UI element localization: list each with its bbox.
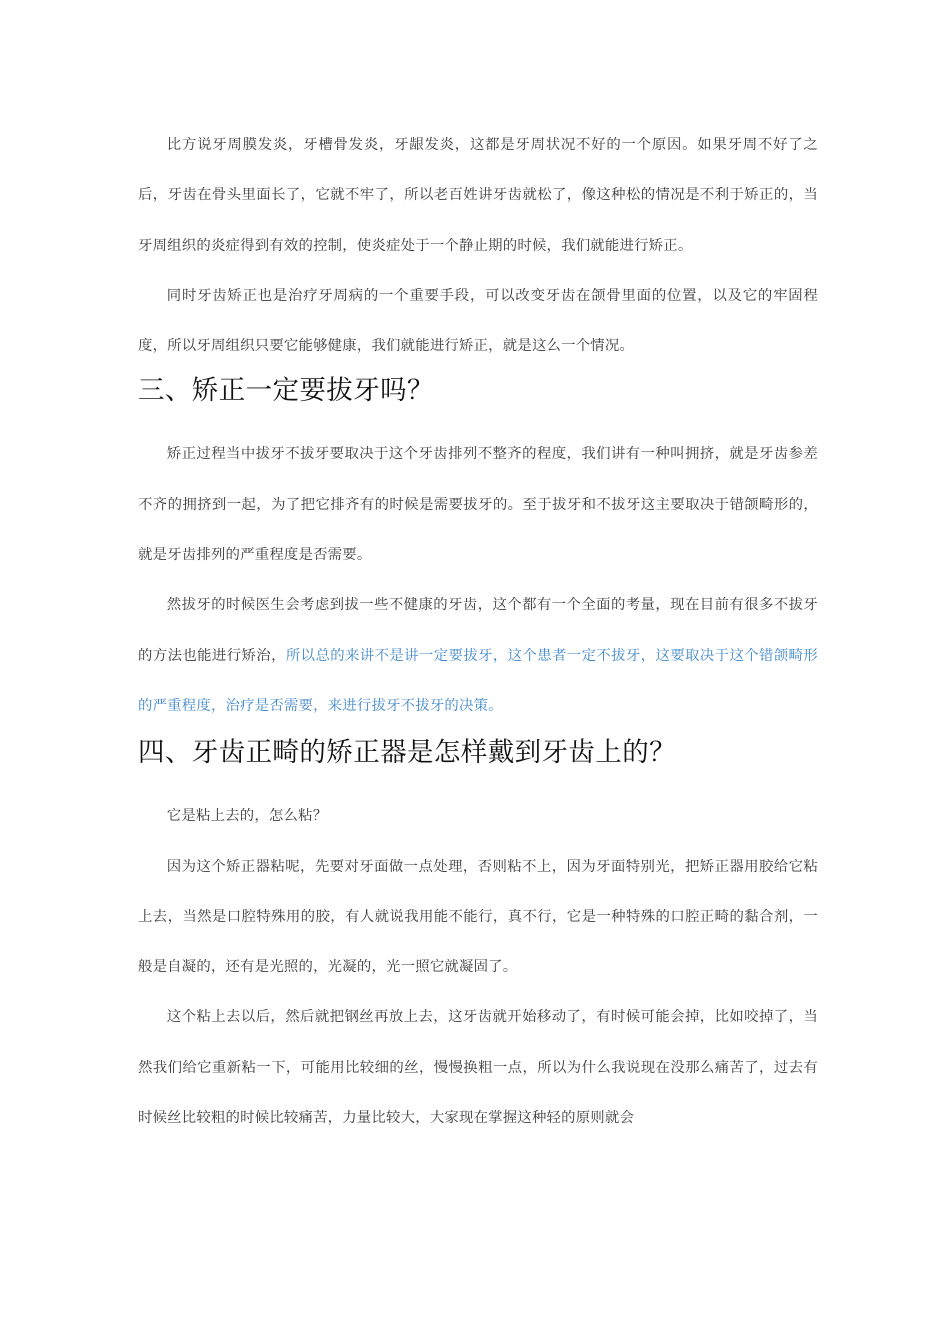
paragraph-wire-placement: 这个粘上去以后，然后就把钢丝再放上去，这牙齿就开始移动了，有时候可能会掉，比如咬掉了，当然我们给它重新粘一下，可能用比较细的丝，慢慢换粗一点，所以为什么我说现在没那么痛苦了，过去有时候丝比较粗的时候比较痛苦，力量比较大，大家现在掌握这种轻的原则就会 [138,1009,818,1127]
section-heading-extraction: 三、矫正一定要拔牙吗？ [138,375,434,407]
paragraph-periodontal-inflammation: 比方说牙周膜发炎，牙槽骨发炎，牙龈发炎，这都是牙周状况不好的一个原因。如果牙周不好了之后，牙齿在骨头里面长了，它就不牢了，所以老百姓讲牙齿就松了，像这种松的情况是不利于矫正的，当牙周组织的炎症得到有效的控制，使炎症处于一个静止期的时候，我们就能进行矫正。 [138,137,818,254]
paragraph-orthodontics-periodontal-treatment: 同时牙齿矫正也是治疗牙周病的一个重要手段，可以改变牙齿在颌骨里面的位置，以及它的牢固程度，所以牙周组织只要它能够健康，我们就能进行矫正，就是这么一个情况。 [138,287,818,355]
paragraph-extraction-decision [138,580,818,731]
section-heading-bracket-attachment: 四、牙齿正畸的矫正器是怎样戴到牙齿上的？ [138,737,676,769]
paragraph-extraction-crowding: 矫正过程当中拔牙不拔牙要取决于这个牙齿排列不整齐的程度，我们讲有一种叫拥挤，就是牙齿参差不齐的拥挤到一起，为了把它排齐有的时候是需要拔牙的。至于拔牙和不拔牙这主要取决于错颌畸形的，就是牙齿排列的严重程度是否需要。 [138,446,818,564]
paragraph-extraction-text: 然拔牙的时候医生会考虑到拔一些不健康的牙齿，这个都有一个全面的考量，现在目前有很多不拔牙的方法也能进行矫治， [138,597,818,664]
highlighted-text-link[interactable]: 所以总的来讲不是讲一定要拔牙，这个患者一定不拔牙，这要取决于这个错颌畸形的严重程度，治疗是否需要，来进行拔牙不拔牙的决策。 [138,647,818,714]
paragraph-bonding-adhesive: 因为这个矫正器粘呢，先要对牙面做一点处理，否则粘不上，因为牙面特别光，把矫正器用胶给它粘上去，当然是口腔特殊用的胶，有人就说我用能不能行，真不行，它是一种特殊的口腔正畸的黏合剂，一般是自凝的，还有是光照的，光凝的，光一照它就凝固了。 [138,858,818,976]
document-page [138,120,818,1143]
paragraph-bonded-question: 它是粘上去的，怎么粘？ [166,808,328,825]
